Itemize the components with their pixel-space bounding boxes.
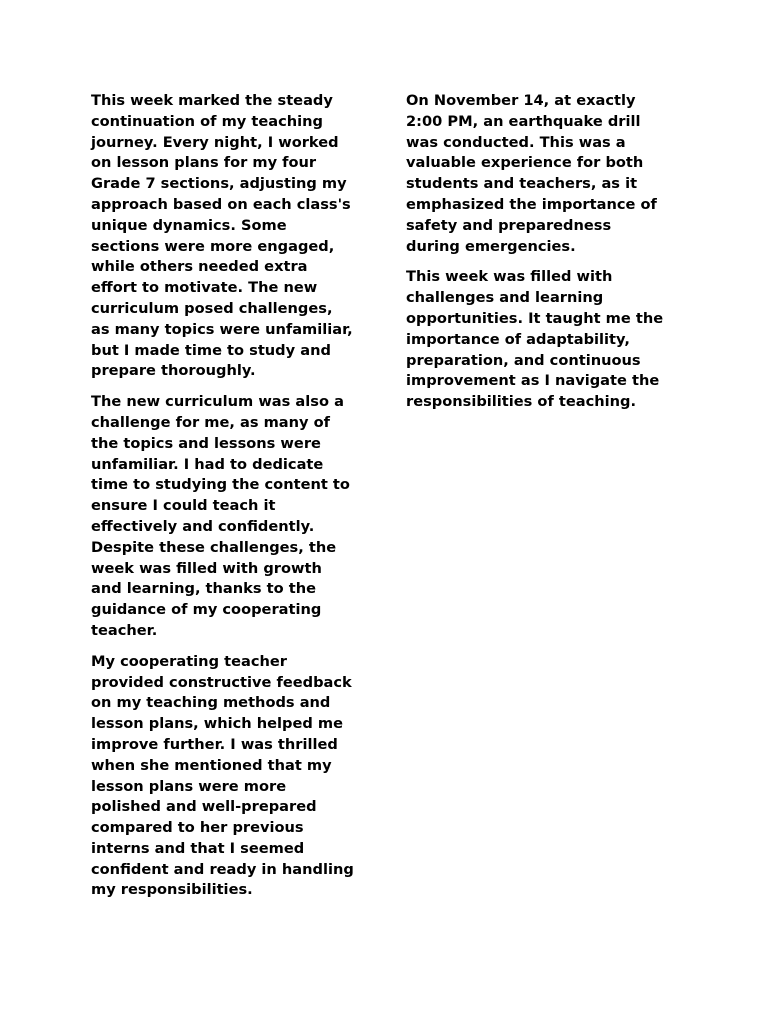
- text-line: teacher.: [91, 621, 158, 639]
- text-line: effort to motivate. The new: [91, 279, 318, 297]
- text-line: interns and that I seemed: [91, 839, 305, 857]
- text-line: approach based on each class's: [91, 195, 351, 213]
- text-line: when she mentioned that my: [91, 756, 332, 774]
- text-line: This week marked the steady: [91, 92, 333, 109]
- paragraph-weekly-routine: [91, 91, 367, 382]
- text-line: safety and preparedness: [406, 216, 612, 234]
- text-line: lesson plans, which helped me: [91, 715, 344, 733]
- text-line: challenge for me, as many of: [91, 413, 331, 431]
- text-line: while others needed extra: [91, 258, 308, 276]
- text-line: prepare thoroughly.: [91, 362, 256, 380]
- text-line: This week was filled with: [406, 268, 613, 286]
- text-line: On November 14, at exactly: [406, 92, 636, 109]
- text-line: time to studying the content to: [91, 476, 350, 494]
- text-line: opportunities. It taught me the: [406, 309, 664, 327]
- text-line: challenges and learning: [406, 289, 604, 307]
- text-line: during emergencies.: [406, 237, 576, 255]
- text-line: The new curriculum was also a: [91, 393, 344, 411]
- text-line: provided constructive feedback: [91, 673, 352, 691]
- text-line: was conducted. This was a: [406, 133, 626, 151]
- paragraph-week-reflection: [406, 267, 682, 413]
- text-line: on lesson plans for my four: [91, 154, 317, 172]
- text-line: Grade 7 sections, adjusting my: [91, 175, 347, 193]
- text-line: confident and ready in handling: [91, 860, 354, 878]
- text-line: unique dynamics. Some: [91, 216, 287, 234]
- text-line: the topics and lessons were: [91, 434, 321, 452]
- text-line: compared to her previous: [91, 819, 304, 837]
- text-line: as many topics were unfamiliar,: [91, 320, 353, 338]
- text-line: lesson plans were more: [91, 777, 287, 795]
- text-line: ensure I could teach it: [91, 497, 276, 515]
- text-line: continuation of my teaching: [91, 112, 324, 130]
- paragraph-cooperating-teacher-feedback: [91, 652, 367, 902]
- text-line: journey. Every night, I worked: [91, 133, 339, 151]
- text-line: improve further. I was thrilled: [91, 735, 338, 753]
- text-line: My cooperating teacher: [91, 652, 287, 670]
- text-line: students and teachers, as it: [406, 175, 638, 193]
- text-line: week was filled with growth: [91, 559, 322, 577]
- text-line: sections were more engaged,: [91, 237, 335, 255]
- right-column: [406, 91, 682, 423]
- text-line: Despite these challenges, the: [91, 538, 337, 556]
- left-column: [91, 91, 367, 911]
- text-line: polished and well-prepared: [91, 798, 317, 816]
- text-line: my responsibilities.: [91, 881, 253, 899]
- text-line: responsibilities of teaching.: [406, 393, 637, 411]
- text-line: and learning, thanks to the: [91, 580, 316, 598]
- text-line: unfamiliar. I had to dedicate: [91, 455, 324, 473]
- text-line: preparation, and continuous: [406, 351, 641, 369]
- text-line: guidance of my cooperating: [91, 601, 322, 619]
- text-line: 2:00 PM, an earthquake drill: [406, 112, 641, 130]
- text-line: emphasized the importance of: [406, 195, 657, 213]
- paragraph-new-curriculum: [91, 392, 367, 642]
- paragraph-earthquake-drill: [406, 91, 682, 257]
- text-line: valuable experience for both: [406, 154, 644, 172]
- text-line: importance of adaptability,: [406, 330, 630, 348]
- text-line: on my teaching methods and: [91, 694, 331, 712]
- text-line: effectively and confidently.: [91, 517, 315, 535]
- text-line: but I made time to study and: [91, 341, 331, 359]
- text-line: curriculum posed challenges,: [91, 299, 333, 317]
- text-line: improvement as I navigate the: [406, 372, 660, 390]
